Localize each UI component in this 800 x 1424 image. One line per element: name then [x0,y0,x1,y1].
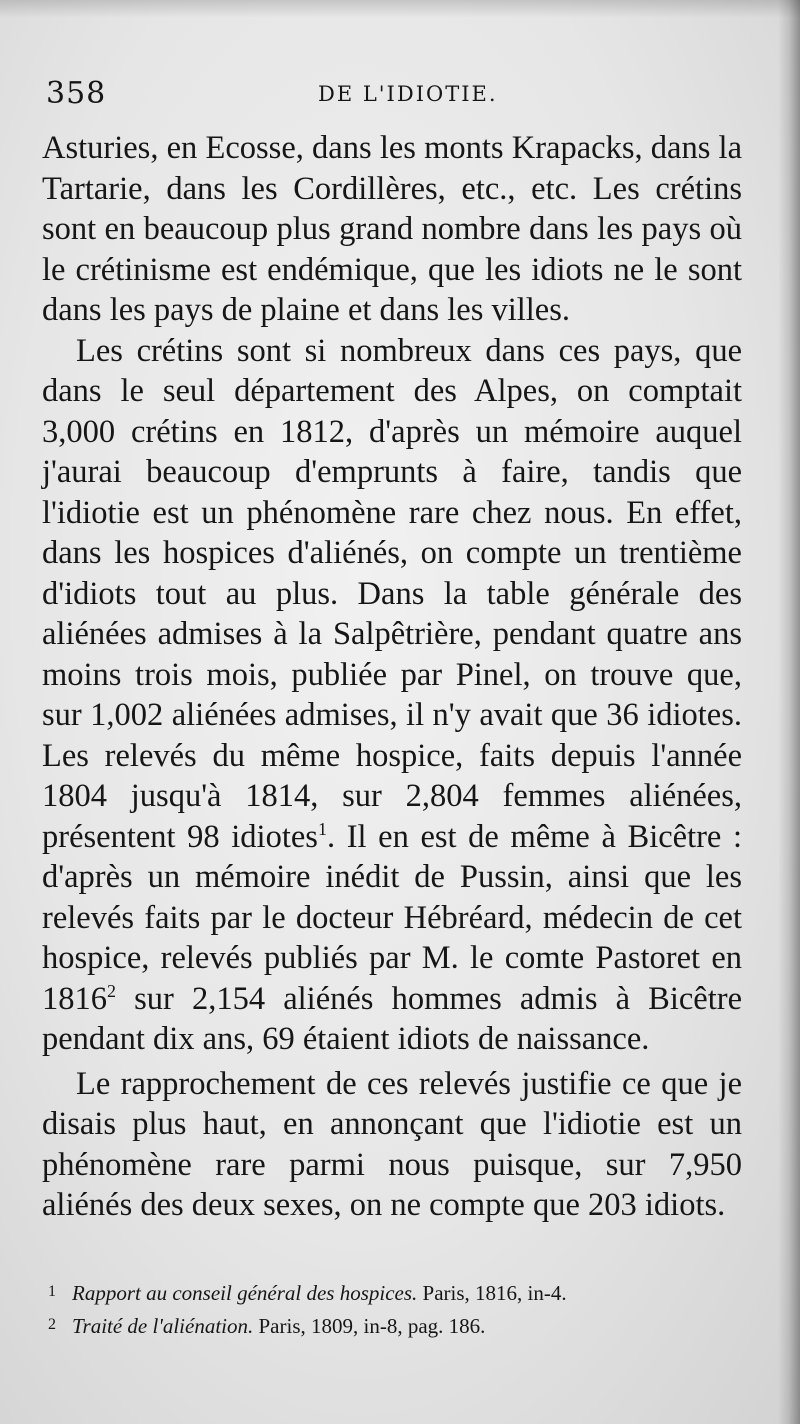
footnote-1-details: Paris, 1816, in-4. [417,1281,567,1305]
footnotes [48,1276,748,1342]
running-head [42,72,742,116]
paragraph-2-part-b: . Il en est de même à Bicêtre : d'après un mémoire inédit de Pussin, ainsi que les relevés faits par le docteur Hébréard, médecin de cet hospice, relevés publiés par M. le comte Pastoret en 1816 [42,818,742,1017]
paragraph-3: Le rapprochement de ces relevés justifie ce que je disais plus haut, en annonçant que l'idiotie est un phénomène rare parmi nous puisque, sur 7,950 aliénés des deux sexes, on ne compte que 203 idiots. [42,1065,742,1223]
footnote-ref-2: 2 [107,980,116,1001]
paragraph-2 [42,331,742,1060]
footnote-2-marker: 2 [48,1316,56,1333]
page-number: 358 [46,76,107,111]
paragraph-2-part-a: Les crétins sont si nombreux dans ces pays, que dans le seul département des Alpes, on comptait 3,000 crétins en 1812, d'après un mémoire auquel j'aurai beaucoup d'emprunts à faire, tandis que l'idiotie est un phénomène rare chez nous. En effet, dans les hospices d'aliénés, on compte un trentième d'idiots tout au plus. Dans la table générale des aliénées admises à la Salpêtrière, pendant quatre ans moins trois mois, publiée par Pinel, on trouve que, sur 1,002 aliénées admises, il n'y avait que 36 idiotes. Les relevés du même hospice, faits depuis l'année 1804 jusqu'à 1814, sur 2,804 femmes aliénées, présentent 98 idiotes [42,332,742,855]
paragraph-1: Asturies, en Ecosse, dans les monts Krapacks, dans la Tartarie, dans les Cordillères, etc., etc. Les crétins sont en beaucoup plus grand nombre dans les pays où le crétinisme est endémique, que les idiots ne le sont dans les pays de plaine et dans les villes. [42,130,742,328]
body-text [42,128,742,1226]
footnote-1 [48,1276,748,1309]
paragraph-2-part-c: sur 2,154 aliénés hommes admis à Bicêtre pendant dix ans, 69 étaient idiots de naissance. [42,980,742,1057]
page-gutter-shadow [778,0,800,1424]
page-top-shadow [0,0,800,18]
footnote-1-title: Rapport au conseil général des hospices. [72,1281,418,1305]
footnote-1-marker: 1 [48,1283,56,1300]
footnote-2-details: Paris, 1809, in-8, pag. 186. [253,1314,486,1338]
footnote-ref-1: 1 [317,818,327,839]
footnote-2-title: Traité de l'aliénation. [72,1314,254,1338]
footnote-2 [48,1309,748,1342]
running-title: DE L'IDIOTIE. [318,82,498,106]
